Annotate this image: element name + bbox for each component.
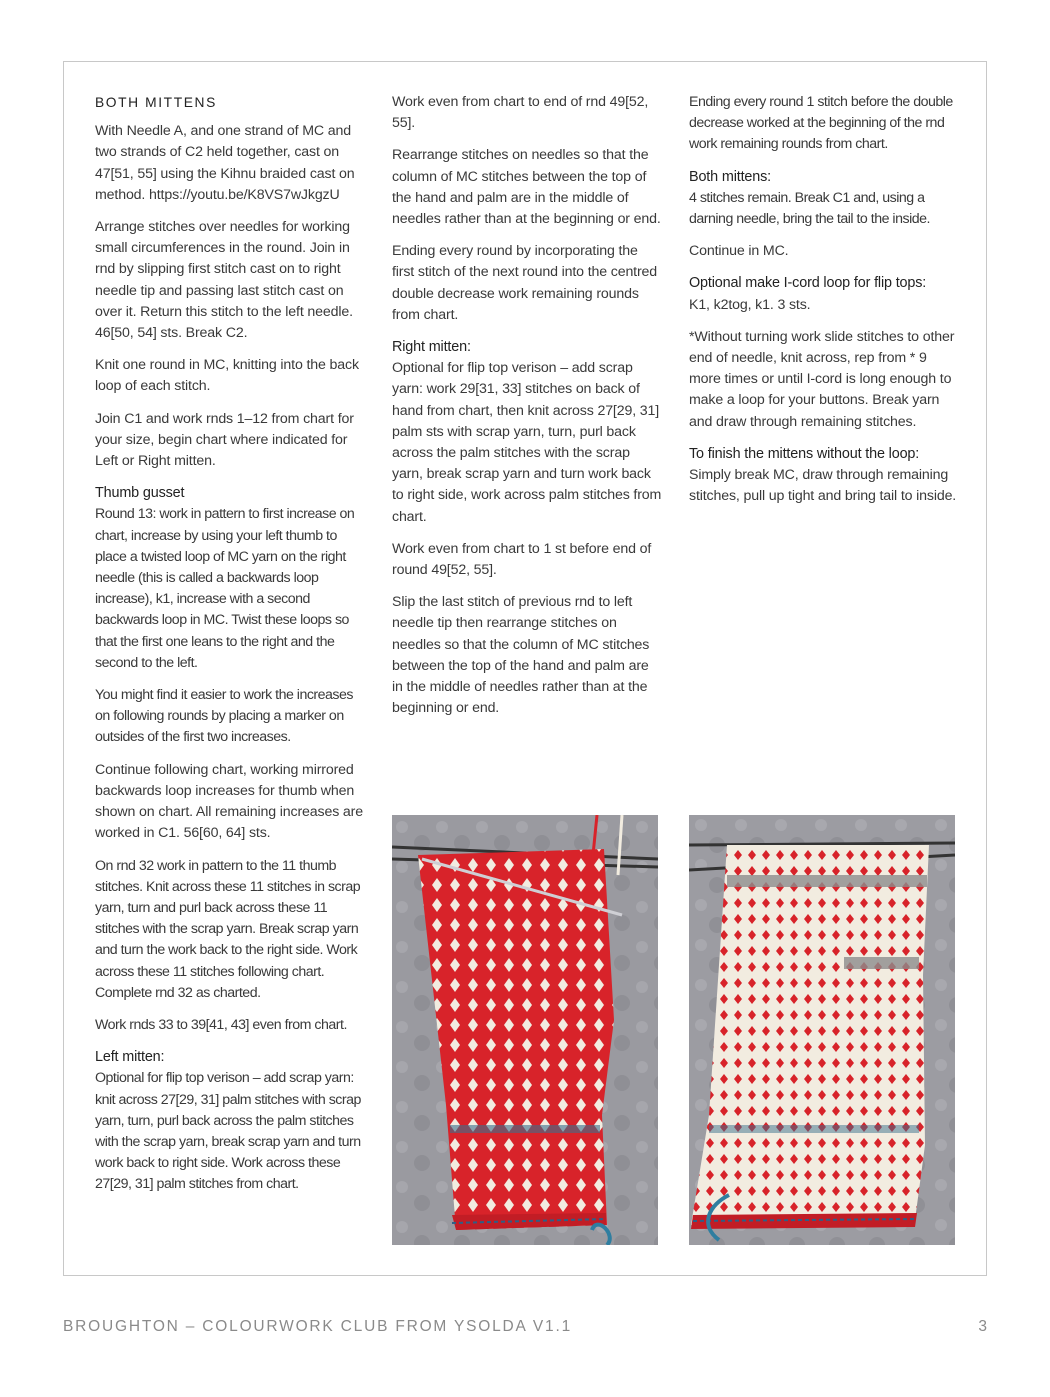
paragraph: You might find it easier to work the increases on following rounds by placing a marker on outsides of the first two increases. (95, 687, 354, 746)
paragraph: 4 stitches remain. Break C1 and, using a darning needle, bring the tail to the inside. (689, 189, 930, 228)
column-3 (689, 92, 957, 518)
footer-title: BROUGHTON – COLOURWORK CLUB FROM YSOLDA V1.1 (63, 1318, 572, 1335)
paragraph: Continue in MC. (689, 243, 789, 260)
subheading: To finish the mittens without the loop: (689, 445, 920, 462)
section-heading: BOTH MITTENS (95, 95, 217, 110)
paragraph: Arrange stitches over needles for working small circumferences in the round. Join in rnd by slipping first stitch cast on to right needle tip and passing last stitch cast on over it. Return this stitch to the left needle. 46[50, 54] sts. Break C2. (95, 219, 353, 342)
paragraph: Simply break MC, draw through remaining stitches, pull up tight and bring tail to inside. (689, 467, 957, 505)
paragraph: Work even from chart to end of rnd 49[52, 55]. (392, 94, 649, 132)
subheading: Optional make I-cord loop for flip tops: (689, 275, 927, 292)
paragraph: Optional for flip top verison – add scrap yarn: work 29[31, 33] stitches on back of hand from chart, then knit across 27[29, 31] palm sts with scrap yarn, turn, purl back across the palm stitches with the scrap yarn, break scrap yarn and turn work back to right side, work across palm stitches from chart. (392, 360, 662, 525)
subheading: Both mittens: (689, 168, 772, 185)
paragraph: Work rnds 33 to 39[41, 43] even from chart. (95, 1016, 347, 1033)
column-2 (392, 92, 662, 730)
paragraph: Continue following chart, working mirrored backwards loop increases for thumb when shown on chart. All remaining increases are worked in C1. 56[60, 64] sts. (95, 761, 363, 842)
page-footer (63, 1318, 987, 1336)
subheading: Right mitten: (392, 339, 471, 356)
paragraph: Round 13: work in pattern to first increase on chart, increase by using your left thumb to place a twisted loop of MC yarn on the right needle (this is called a backwards loop increase), k1, increase with a second backwards loop in MC. Twist these loops so that the first one leans to the right and the second to the left. (95, 506, 355, 671)
paragraph: With Needle A, and one strand of MC and two strands of C2 held together, cast on 47[51, 55] using the Kihnu braided cast on method. https://youtu.be/K8VS7wJkgzU (95, 123, 355, 203)
subheading: Left mitten: (95, 1049, 165, 1066)
paragraph: On rnd 32 work in pattern to the 11 thumb stitches. Knit across these 11 stitches in scrap yarn, turn and purl back across these 11 stitches with the scrap yarn. Break scrap yarn and turn the work back to the right side. Work across these 11 stitches following chart. Complete rnd 32 as charted. (95, 857, 361, 1001)
subheading: Thumb gusset (95, 485, 185, 502)
paragraph: K1, k2tog, k1. 3 sts. (689, 296, 811, 313)
page-number: 3 (978, 1318, 987, 1335)
paragraph: Knit one round in MC, knitting into the back loop of each stitch. (95, 357, 359, 395)
paragraph: Join C1 and work rnds 1–12 from chart for your size, begin chart where indicated for Left or Right mitten. (95, 410, 354, 470)
paragraph: Rearrange stitches on needles so that the column of MC stitches between the top of the hand and palm are in the middle of needles rather than at the beginning or end. (392, 147, 661, 228)
mitten-photo-left (392, 815, 658, 1245)
mitten-photo-right (689, 815, 955, 1245)
paragraph: Ending every round by incorporating the first stitch of the next round into the centred double decrease work remaining rounds from chart. (392, 243, 658, 323)
column-1 (95, 92, 367, 1207)
paragraph: Optional for flip top verison – add scrap yarn: knit across 27[29, 31] palm stitches with scrap yarn, turn, purl back across the palm stitches with the scrap yarn, break scrap yarn and turn work back to right side. Work across these 27[29, 31] palm stitches from chart. (95, 1070, 361, 1193)
paragraph: Slip the last stitch of previous rnd to left needle tip then rearrange stitches on needles so that the column of MC stitches between the top of the hand and palm are in the middle of needles rather than at the beginning or end. (392, 594, 650, 717)
paragraph: Work even from chart to 1 st before end of round 49[52, 55]. (392, 540, 652, 579)
paragraph: Ending every round 1 stitch before the double decrease worked at the beginning of the rnd work remaining rounds from chart. (689, 94, 953, 153)
paragraph: *Without turning work slide stitches to other end of needle, knit across, rep from * 9 more times or until I-cord is long enough to make a loop for your buttons. Break yarn and draw through remaining stitches. (689, 328, 955, 430)
